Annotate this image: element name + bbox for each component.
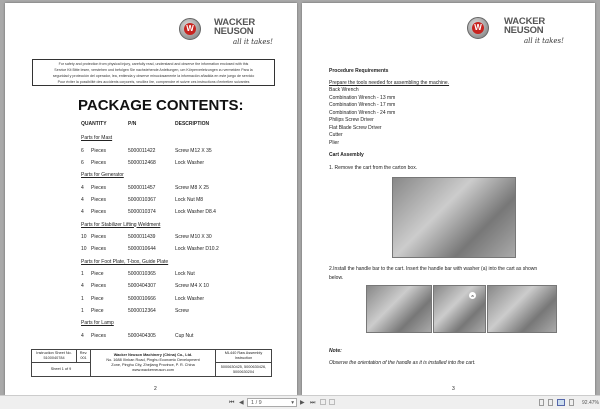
quantity: 1: [81, 295, 84, 302]
unit: Pieces: [91, 196, 107, 203]
unit: Pieces: [91, 159, 107, 166]
tool-item: Plier: [329, 139, 340, 146]
header-pn: P/N: [128, 121, 137, 127]
group-heading: Parts for Stabilizer Lifting Weldment: [81, 221, 161, 228]
step-1: 1. Remove the cart from the carton box.: [329, 165, 418, 171]
single-page-view-icon[interactable]: [539, 399, 544, 406]
two-page-view-icon[interactable]: [557, 399, 565, 406]
quantity: 6: [81, 159, 84, 166]
chevron-down-icon[interactable]: ▾: [291, 400, 294, 406]
brand-name: WACKER NEUSON: [214, 17, 256, 37]
description: Lock Washer: [175, 295, 204, 302]
wacker-logo-icon: W: [467, 17, 489, 39]
unit: Piece: [91, 295, 104, 302]
handle-photo-2: [433, 285, 486, 333]
forward-view-icon[interactable]: [329, 399, 335, 405]
tool-item: Combination Wrench - 13 mm: [329, 94, 396, 101]
pdf-toolbar: [0, 395, 600, 409]
header-description: DESCRIPTION: [175, 121, 210, 127]
pdf-page-3: [302, 3, 595, 395]
unit: Piece: [91, 271, 104, 278]
description: Lock Nut M8: [175, 196, 204, 203]
next-page-button[interactable]: ▶: [300, 400, 305, 406]
part-number: 5000011422: [128, 147, 156, 154]
part-number: 5000404305: [128, 332, 156, 339]
unit: Pieces: [91, 209, 107, 216]
quantity: 4: [81, 332, 84, 339]
part-number: 5000011457: [128, 184, 156, 191]
continuous-view-icon[interactable]: [548, 399, 553, 406]
group-heading: Parts for Lamp: [81, 320, 114, 327]
tool-item: Philips Screw Driver: [329, 117, 374, 123]
page-number: 2: [154, 386, 157, 392]
description: Lock Washer: [175, 159, 204, 166]
group-heading: Parts for Generator: [81, 172, 124, 179]
unit: Pieces: [91, 184, 107, 191]
part-number: 5000010644: [128, 246, 156, 253]
unit: Pieces: [91, 332, 107, 339]
page-input[interactable]: 1 / 9 ▾: [247, 398, 297, 407]
quantity: 10: [81, 234, 87, 240]
prev-page-button[interactable]: ◀: [239, 400, 244, 406]
description: Screw M4 X 10: [175, 283, 209, 290]
quantity: 1: [81, 308, 84, 314]
quantity: 1: [81, 271, 84, 278]
step-2: 2.Install the handle bar to the cart. Insert the handle bar with washer (a) into the cart as shown: [329, 266, 538, 272]
part-number: 5000010365: [128, 271, 156, 278]
handle-photo-3: [487, 285, 557, 333]
footer-table: Instruction Sheet No. 5100040784 Rev. 001 Wacker Neuson Machinery (China) Co., Ltd. No. 1688 Xinkan Road, Pinghu Economic Development Zone, Pinghu City, Zhejiang Province, P. R. China www.wackerneuson.com ML440 Raw Assembly Instruction Sheet 1 of 9 5000630425, 5000630426, 5000630204: [31, 349, 272, 377]
part-number: 5000010374: [128, 209, 156, 216]
quantity: 4: [81, 283, 84, 290]
handle-photo-1: [366, 285, 432, 333]
safety-disclaimer: For safety and protection from physical injury, carefully read, understand and observe the information enclosed with this Service Kit Bitte lesen, verstehen und befolgen Sie nachstehende Anleitungen, um Körperverletzungen zu vermeiden Para la seguridad y protección del operador, lea, entienda y observe minuciosamente la información añadida en este juego de servicio Pour éviter la possibilité des accidents corporels, veuillez lire, comprendre et suivre ces instructions d'entretien suivantes: [32, 59, 275, 86]
part-number: 5000404307: [128, 283, 156, 290]
page-title: PACKAGE CONTENTS:: [78, 97, 244, 114]
page-number: 3: [452, 386, 455, 392]
brand-slogan: all it takes!: [233, 38, 273, 46]
part-number: 5000010666: [128, 295, 156, 302]
back-view-icon[interactable]: [320, 399, 326, 405]
part-number: 5000011439: [128, 234, 156, 240]
quantity: 10: [81, 246, 87, 253]
first-page-button[interactable]: ⏮: [229, 400, 235, 406]
callout-a: a: [469, 292, 476, 299]
quantity: 4: [81, 209, 84, 216]
header-quantity: QUANTITY: [81, 121, 107, 127]
pdf-page-2: [5, 3, 297, 395]
last-page-button[interactable]: ⏭: [310, 400, 316, 406]
group-heading: Parts for Mast: [81, 135, 113, 141]
quantity: 6: [81, 147, 84, 154]
wacker-logo-icon: W: [179, 18, 201, 40]
group-heading: Parts for Foot Plate, T-box, Guide Plate: [81, 258, 169, 265]
note-label: Note:: [329, 348, 342, 354]
section-heading: Cart Assembly: [329, 152, 364, 158]
description: Lock Nut: [175, 271, 195, 278]
step-2-cont: below.: [329, 275, 344, 281]
description: Cup Nut: [175, 332, 194, 339]
brand-name: WACKER NEUSON: [504, 16, 546, 36]
unit: Pieces: [91, 147, 107, 154]
quantity: 4: [81, 184, 84, 191]
note-text: Observe the orientation of the handle as it is installed into the cart.: [329, 360, 476, 366]
part-number: 5000010367: [128, 196, 156, 203]
description: Screw M10 X 30: [175, 234, 212, 240]
tool-item: Cutter: [329, 132, 343, 138]
description: Lock Washer D10.2: [175, 246, 219, 253]
cart-in-box-photo: [392, 177, 516, 258]
tool-item: Combination Wrench - 24 mm: [329, 109, 396, 116]
unit: Pieces: [91, 234, 107, 240]
procedure-intro: Prepare the tools needed for assembling the machine.: [329, 80, 450, 86]
brand-slogan: all it takes!: [524, 37, 564, 45]
unit: Pieces: [91, 246, 107, 253]
two-page-continuous-icon[interactable]: [569, 399, 574, 406]
description: Screw M8 X 25: [175, 184, 209, 191]
tool-item: Flat Blade Screw Driver: [329, 124, 382, 131]
tool-item: Combination Wrench - 17 mm: [329, 102, 396, 108]
unit: Pieces: [91, 283, 107, 290]
description: Screw: [175, 308, 189, 314]
part-number: 5000012364: [128, 308, 156, 314]
zoom-level[interactable]: 92.47%: [582, 400, 599, 406]
quantity: 4: [81, 196, 84, 203]
tool-item: Back Wrench: [329, 87, 359, 93]
procedure-heading: Procedure Requirements: [329, 68, 389, 74]
description: Lock Washer D8.4: [175, 209, 216, 216]
description: Screw M12 X 35: [175, 147, 212, 154]
part-number: 5000012468: [128, 159, 156, 166]
unit: Piece: [91, 308, 104, 314]
